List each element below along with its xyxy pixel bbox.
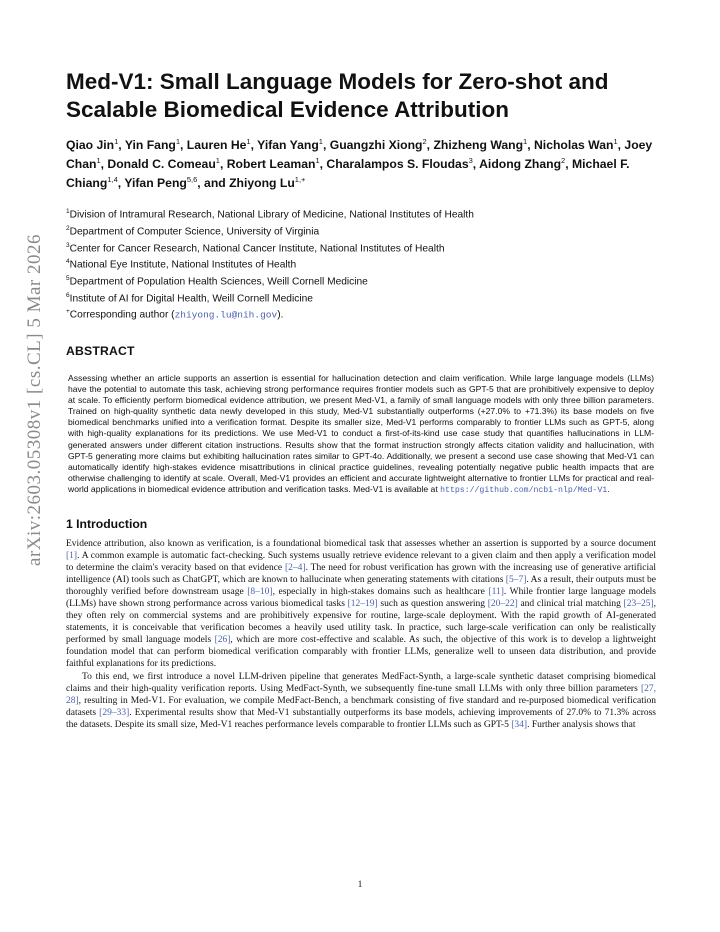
author-name: Guangzhi Xiong [329,138,423,153]
paper-title: Med-V1: Small Language Models for Zero-shot and Scalable Biomedical Evidence Attribution [66,69,609,122]
affiliation-text: Department of Population Health Sciences, Weill Cornell Medicine [69,276,368,288]
affiliation-text: Center for Cancer Research, National Cancer Institute, National Institutes of Health [69,242,445,254]
author-affiliation-mark: 5,6 [186,175,198,185]
author-name: Robert Leaman [226,157,316,172]
abstract-text: Assessing whether an article supports an assertion is essential for hallucination detection and claim verification. While large language models (LLMs) have the potential to automate this task, achieving strong performance requires frontier models such as GPT-5 that are prohibitively expensive to deploy at scale. To efficiently perform biomedical evidence attribution, we present Med-V1, a family of small language models with only three billion parameters. Trained on high-quality synthetic data newly developed in this study, Med-V1 substantially outperforms (+27.0% to +71.3%) its base models on five biomedical benchmarks unified into a verification format. Despite its smaller size, Med-V1 performs comparably to frontier LLMs such as GPT-5, along with high-quality explanations for its predictions. We use Med-V1 to conduct a first-of-its-kind use case study that quantifies hallucinations in LLM-generated answers under different citation instructions. Results show that the format instruction strongly affects citation validity and hallucination, with GPT-5 generating more claims but exhibiting hallucination rates similar to GPT-4o. Additionally, we present a second use case showing that Med-V1 can automatically identify high-stakes evidence misattributions in clinical practice guidelines, revealing potentially negative public health impacts that are otherwise challenging to identify at scale. Overall, Med-V1 provides an efficient and accurate lightweight alternative to frontier LLMs for practical and real-world applications in biomedical evidence attribution and verification tasks. Med-V1 is available at [68,373,654,494]
paragraph-text: , resulting in Med-V1. For evaluation, we compile MedFact-Bench, a benchmark consisting of five standard and re-purposed biomedical verification datasets [66,696,656,719]
affiliation-text: Institute of AI for Digital Health, Weill Cornell Medicine [69,293,313,305]
author-name: Charalampos S. Floudas [326,157,469,172]
paragraph-text: . Experimental results show that Med-V1 substantially outperforms its base models, achieving improvements of 27.0% to 71.3% across the datasets. Despite its small size, Med-V1 reaches performance levels comparable to frontier LLMs such as GPT-5 [66,708,656,731]
affiliation-mark: 6 [66,291,70,299]
citation-link[interactable]: [20–22] [487,599,518,610]
paper-content [66,68,656,731]
citation-link[interactable]: [26] [214,635,231,646]
author-affiliation-mark: 1 [318,137,323,146]
arxiv-identifier-text: arXiv:2603.05308v1 [cs.CL] 5 Mar 2026 [24,234,45,566]
paragraph-text: and clinical trial matching [517,599,624,610]
affiliation-text: National Eye Institute, National Institutes of Health [69,259,297,271]
page-number: 1 [357,880,363,890]
corresponding-mark: + [66,308,70,316]
author-name: Zhizheng Wang [433,138,524,153]
affiliation-row [66,205,656,222]
corresponding-suffix: ). [277,309,284,321]
affiliation-row [66,289,656,306]
paragraph-text: . A common example is automatic fact-checking. Such systems usually retrieve evidence relevant to a given claim and then apply a verification model to determine the claim's veracity based on that evidence [66,551,656,574]
author-affiliation-mark: 1 [523,137,528,146]
author-name: Michael F. Chiang [66,157,630,191]
author-name: Donald C. Comeau [107,157,216,172]
affiliation-mark: 3 [66,241,70,249]
corresponding-prefix: Corresponding author ( [69,309,175,321]
author-affiliation-mark: 1 [315,156,320,166]
author-name: Joey Chan [66,138,653,172]
paragraph-text: Evidence attribution, also known as verification, is a foundational biomedical task that assesses whether an assertion is supported by a source document [66,539,656,550]
author-name: Lauren He [186,138,247,153]
paragraph-text: , which are more cost-effective and scalable. As such, the objective of this work is to develop a lightweight foundation model that can perform biomedical verification comparably with frontier LLMs, generalize well to unseen data distribution, and provide faithful explanations for its predictions. [66,635,656,670]
author-affiliation-mark: 1,+ [294,175,306,185]
paragraph-text: To this end, we first introduce a novel LLM-driven pipeline that generates MedFact-Synth, a large-scale synthetic dataset comprising biomedical claims and their high-quality verification reports. Using MedFact-Synth, we subsequently fine-tune small LLMs with only three billion parameters [66,672,656,695]
affiliation-mark: 5 [66,274,70,282]
author-name: Nicholas Wan [534,138,614,153]
author-affiliation-mark: 3 [468,156,473,166]
section-heading-introduction: 1 Introduction [66,517,148,532]
affiliation-mark: 4 [66,258,70,266]
author-name: Yifan Peng [124,176,187,191]
github-link[interactable]: https://github.com/ncbi-nlp/Med-V1 [440,485,608,495]
citation-link[interactable]: [29–33] [99,708,130,719]
author-affiliation-mark: 1,4 [107,175,118,185]
citation-link[interactable]: [27, 28] [66,684,656,707]
affiliation-text: Division of Intramural Research, National Library of Medicine, National Institutes of Health [69,209,474,221]
affiliation-mark: 2 [66,224,70,232]
author-name: Yin Fang [124,138,176,153]
paragraph-text: . Further analysis shows that [527,720,636,731]
author-affiliation-mark: 1 [246,137,251,146]
affiliation-row [66,239,656,256]
affiliation-mark: 1 [66,208,70,216]
affiliation-text: Department of Computer Science, University of Virginia [69,226,320,238]
affiliation-row [66,255,656,272]
author-affiliation-mark: 1 [613,137,618,146]
citation-link[interactable]: [11] [488,587,504,598]
author-name: Qiao Jin [66,138,115,153]
paragraph-text: , they often rely on commercial systems and are prohibitively expensive for routine, large-scale deployment. With the rapid growth of AI-generated statements, it is conceivable that verification becomes a heavily used utility task. In practice, such large-scale verification can only be realistically performed by small language models [66,599,656,646]
author-name: Zhiyong Lu [229,176,295,191]
citation-link[interactable]: [34] [511,720,528,731]
arxiv-identifier [18,130,52,670]
author-affiliation-mark: 1 [215,156,220,166]
corresponding-author [66,305,656,322]
abstract-body [68,373,654,496]
citation-link[interactable]: [23–25] [623,599,654,610]
affiliation-row [66,222,656,239]
intro-paragraph [66,538,656,670]
author-affiliation-mark: 1 [96,156,101,166]
paragraph-text: . While frontier large language models (LLMs) have shown strong performance across various biomedical tasks [66,587,657,610]
affiliation-list [66,205,656,322]
affiliation-row [66,272,656,289]
citation-link[interactable]: [1] [66,551,78,562]
abstract-end: . [607,483,610,494]
citation-link[interactable]: [5–7] [505,575,527,586]
abstract-heading: ABSTRACT [66,344,135,358]
author-name: Aidong Zhang [479,157,562,172]
citation-link[interactable]: [2–4] [285,563,306,574]
paragraph-text: . As a result, their outputs must be thoroughly verified before downstream usage [66,575,656,598]
introduction-body [66,538,656,731]
paragraph-text: , especially in high-stakes domains such as healthcare [272,587,489,598]
author-list: Qiao Jin$^1$, Yin Fang$^1$, Lauren He$^1$, Yifan Yang$^1$, Guangzhi Xiong$^2$, Zhizheng Wang$^1$, Nicholas Wan$^1$, Joey Chan$^1$, Donald C. Comeau$^1$, Robert Leaman$^1$, Charalampos S. Floudas$^3$, Aidong Zhang$^2$, Michael F. Chiang$^{1,4}$, Yifan Peng$^{5,6}$, and Zhiyong $Lu^{1,+}$ [66,137,653,191]
author-affiliation-mark: 2 [561,156,566,166]
author-affiliation-mark: 1 [114,137,119,146]
intro-paragraph [66,671,656,731]
corresponding-email-link[interactable]: zhiyong.lu@nih.gov [174,309,278,321]
author-name: Yifan Yang [257,138,319,153]
citation-link[interactable]: [8–10] [247,587,273,598]
author-affiliation-mark: 1 [175,137,181,146]
paragraph-text: . The need for robust verification has grown with the increasing use of generative artificial intelligence (AI) tools such as ChatGPT, which are known to hallucinate when generating statements with citations [66,563,656,586]
citation-link[interactable]: [12–19] [347,599,378,610]
paragraph-text: such as question answering [377,599,488,610]
author-affiliation-mark: 2 [422,137,427,146]
